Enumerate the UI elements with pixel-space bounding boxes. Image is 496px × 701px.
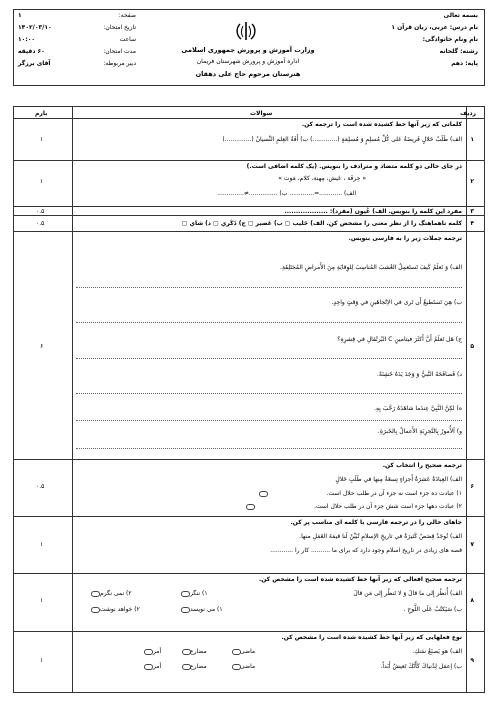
teacher-value: آقای برزگر <box>18 60 51 67</box>
translation-sentence: الف) وَ تَعلَمُ كَيفَ تَستَعمِلُ العُشبَ المُناسِبَ لِلوِقايَةِ مِنَ الأَمراضِ المُختَلِفَةِ. <box>280 264 462 271</box>
question-text: الف) تُوجَدُ قِصَصٌ كَثيرَةٌ في تاريخِ الإسلامِ تُبَيِّنُ لَنا قيمَةَ العَمَلِ منها. <box>299 533 462 540</box>
question-text: الف) طَلَبُ حَلالٍ فَريضَةٌ عَلى كُلِّ مُسلِمٍ وَ مُسلِمَةٍ (.............) ب) أَفَةُ العِلمِ النِّسيانُ (..............) <box>222 136 462 143</box>
question-score: ۰.۵ <box>36 220 45 227</box>
page-label: صفحه: <box>118 12 136 19</box>
question-number: ۴ <box>470 220 474 227</box>
answer-radio[interactable] <box>232 649 241 655</box>
question-text: مفرد این کلمه را بنویس. الف) عُيون (مفرد): ................... <box>284 208 462 215</box>
question-text: ترجمه صحیح را انتخاب کن. <box>382 462 462 469</box>
office-title: اداره آموزش و پرورش شهرستان فریمان <box>196 58 300 65</box>
question-score: ۱ <box>40 136 44 143</box>
question-number: ۳ <box>470 208 474 215</box>
field-label: رشته: گلخانه <box>439 48 478 55</box>
question-score: ۰.۵ <box>36 208 45 215</box>
answer-option[interactable]: ماضی <box>240 648 256 655</box>
answer-option[interactable]: ۲) خواهد نوشت <box>100 606 140 613</box>
column-header-questions: سوالات <box>250 110 273 117</box>
question-number: ۹ <box>470 657 474 664</box>
answer-radio[interactable] <box>144 664 153 670</box>
question-score: ۱ <box>40 178 44 185</box>
answer-option[interactable]: أمر <box>153 648 162 655</box>
school-title: هنرستان مرحوم حاج علی دهقان <box>195 70 301 78</box>
answer-radio[interactable] <box>144 649 153 655</box>
exam-date-label: تاریخ امتحان: <box>103 24 136 31</box>
answer-radio[interactable] <box>182 649 191 655</box>
question-score: ۰.۵ <box>36 483 45 490</box>
answer-option[interactable]: ۱) عبادت ده جزء است نه جزء آن در طلب حلال است. <box>326 490 462 497</box>
answer-option[interactable]: مضارع <box>190 648 207 655</box>
answer-radio[interactable] <box>91 607 100 613</box>
translation-sentence: ه) لكِنَّ النَّبِيَّ عِندَما شاهَدَهُ رَحَّبَ بِهِ. <box>374 405 462 412</box>
question-number: ۱ <box>470 136 474 143</box>
teacher-label: دبیر مربوطه: <box>103 60 136 67</box>
question-text: ب) اِعمَل لِدُنياكَ كَأَنَّكَ تَعيشُ أَبَداً. <box>380 663 462 670</box>
duration-value: ۶۰ دقیقه <box>18 48 45 55</box>
column-header-score: بارم <box>35 110 48 117</box>
question-text: کلماتی که زیر آنها خط کشیده شده است را ترجمه کن. <box>301 121 462 128</box>
student-name-label: نام ونام خانوادگی: <box>422 36 478 43</box>
answer-radio[interactable] <box>91 591 100 597</box>
question-text: الف) أُنظُر إِلى ما قالَ وَ لا تَنظُر إِلى مَن قالَ <box>353 590 462 597</box>
translation-sentence: ب) هِيَ تَستَطيعُ أَن تَرى في الاِتّجاهَينِ في وَقتٍ واحِدٍ. <box>331 299 462 306</box>
page-value: ۱ <box>18 12 22 19</box>
question-text: الف) هو يَصنَعُ سَنكِ. <box>412 648 462 655</box>
answer-radio[interactable] <box>232 664 241 670</box>
question-text: کلمه ناهماهنگ را از نظر معنی را مشخص کن. الف) حَليب ▢ ب) عَصير ▢ ج) ذَكَري ▢ د) شاي ▢ <box>181 220 462 227</box>
time-label: ساعت <box>119 36 136 43</box>
question-score: ۱ <box>40 657 44 664</box>
question-text: ب) سَيَكتُبُ عَلَى اللَّوحِ . <box>403 606 462 613</box>
question-text: در جای خالی دو کلمه متضاد و مترادف را بنویس. (یک کلمه اضافی است.) <box>246 163 462 170</box>
question-text: ترجمه جملات زیر را به فارسی بنویس. <box>348 235 462 242</box>
bismillah: بسمه تعالی <box>443 12 478 19</box>
duration-label: مدت امتحان: <box>103 48 136 55</box>
column-header-row: ردیف <box>460 110 476 117</box>
question-number: ۲ <box>470 178 474 185</box>
answer-option[interactable]: أمر <box>153 663 162 670</box>
question-text: الف) العِبادَةُ عَشرَةُ أَجزاءٍ تِسعَةٌ مِنها في طَلَبِ حَلالٍ <box>335 476 462 483</box>
answer-option[interactable]: مضارع <box>190 663 207 670</box>
emblem-icon <box>233 20 259 42</box>
answer-radio[interactable] <box>182 664 191 670</box>
time-value: ۱۰:۰۰ <box>18 36 36 43</box>
ministry-title: وزارت آموزش و پرورش جمهوری اسلامی <box>181 46 315 54</box>
question-score: ۱ <box>40 541 44 548</box>
answer-option[interactable]: ۱) ننگر <box>190 590 208 597</box>
grade-label: پایه: دهم <box>451 60 478 67</box>
answer-option[interactable]: ۲) عبادت دهها جزء است شش جزء آن در طلب حلال است. <box>314 503 462 510</box>
exam-date-value: ۱۴۰۲/۰۳/۱۰ <box>18 24 52 31</box>
answer-option[interactable]: ماضی <box>240 663 256 670</box>
answer-radio[interactable] <box>181 607 190 613</box>
question-text: نوع فعلهایی که زیر آنها خط کشیده شده است را مشخص کن. <box>281 634 462 641</box>
question-number: ۸ <box>470 597 474 604</box>
question-text: ترجمه صحیح افعالی که زیر آنها خط کشیده شده است را مشخص کن. <box>259 576 462 583</box>
question-text: قصه های زیادی در تاریخ اسلام وجود دارد که برای ما .......... کار را ............ <box>270 547 462 554</box>
translation-sentence: و) اَلأُمورُ بِالتَّجرِبَةِ الأَعمالُ بِالخَبرَةِ. <box>377 428 462 435</box>
subject-label: نام درس: عربی، زبان قرآن ۱ <box>391 24 478 31</box>
answer-radio[interactable] <box>246 504 255 510</box>
question-text: الف) ............=............. ب) ...............≠.............. <box>217 190 356 197</box>
question-number: ۵ <box>470 343 474 350</box>
question-number: ۷ <box>470 541 474 548</box>
translation-sentence: ج) هَل تَعلَمُ أَنَّ أَكثَرَ فيتامينِ C البُرتُقالِ في قِشرِهِ؟ <box>337 336 462 343</box>
question-text: جاهای خالی را در ترجمه فارسی با کلمه ای مناسب پر کن. <box>290 519 462 526</box>
answer-radio[interactable] <box>259 491 268 497</box>
question-number: ۶ <box>470 483 474 490</box>
answer-radio[interactable] <box>181 591 190 597</box>
question-text: « حِرفَة ، عَيش، مِهنة، كلام، مَوت » <box>278 175 366 182</box>
answer-option[interactable]: ۲) نمی نگرم <box>100 590 132 597</box>
question-score: ۱ <box>40 597 44 604</box>
question-score: ۶ <box>40 343 44 350</box>
answer-option[interactable]: ۱) می نویسد <box>190 606 223 613</box>
translation-sentence: د) فَصافَحَهُ النَّبيُّ وَ وَجَدَ يَدَهُ خَشِنَةً. <box>376 371 462 378</box>
